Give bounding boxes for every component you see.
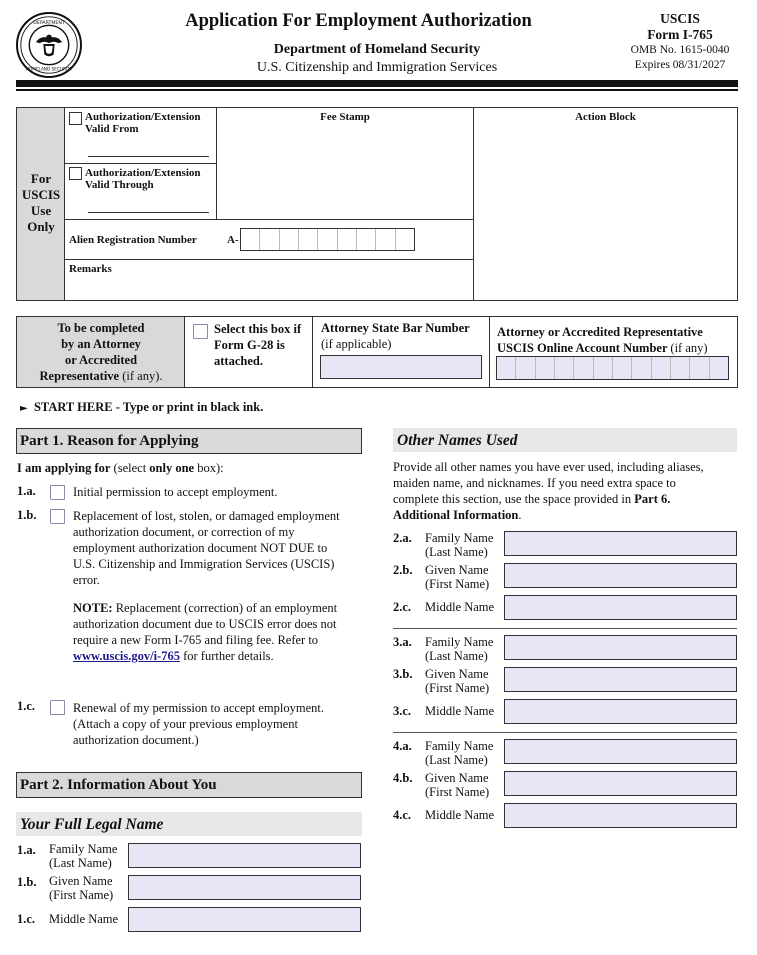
auth-valid-from-label: Authorization/Extension Valid From: [85, 111, 201, 135]
other-middle-name-input-3[interactable]: [504, 803, 737, 828]
item-1c-number: 1.c.: [17, 699, 36, 713]
other-names-intro: Provide all other names you have ever used, including aliases, maiden name, and nicknames. If you need extra space to complete this section, use the space provided in Part 6. Additional Information.: [393, 460, 704, 522]
renewal-label: Renewal of my permission to accept employment. (Attach a copy of your previous employment authorization document.): [73, 701, 324, 747]
full-legal-name-heading: Your Full Legal Name: [16, 812, 362, 836]
legal-middle-name-number: 1.c.: [17, 912, 36, 926]
bar-number-label: Attorney State Bar Number: [321, 321, 470, 335]
other-family-name-input-3[interactable]: [504, 739, 737, 764]
other-given-name-input-3[interactable]: [504, 771, 737, 796]
other-given-name-label: Given Name (First Name): [425, 771, 490, 799]
other-middle-name-label: Middle Name: [425, 600, 495, 614]
agency-name: U.S. Citizenship and Immigration Services: [256, 60, 498, 75]
auth-valid-through-label: Authorization/Extension Valid Through: [85, 167, 201, 191]
online-account-label: Attorney or Accredited Representative USCIS Online Account Number (if any): [497, 325, 708, 355]
group-divider: [393, 732, 737, 733]
group-divider: [393, 628, 737, 629]
item-1b-number: 1.b.: [17, 508, 37, 522]
uscis-i765-link[interactable]: www.uscis.gov/i-765: [73, 649, 180, 663]
divider: [65, 259, 473, 260]
bar-number-input[interactable]: [320, 355, 482, 379]
omb-number: OMB No. 1615-0040: [630, 44, 730, 56]
uscis-label: USCIS: [660, 11, 700, 26]
form-id-block: [600, 11, 757, 73]
expiration-date: Expires 08/31/2027: [634, 59, 726, 71]
other-middle-name-input-2[interactable]: [504, 699, 737, 724]
legal-middle-name-input[interactable]: [128, 907, 361, 932]
other-middle-name-number: 3.c.: [393, 704, 412, 718]
other-family-name-number: 2.a.: [393, 531, 412, 545]
department-name: Department of Homeland Security: [273, 42, 481, 57]
arrow-right-icon: ►: [20, 403, 28, 414]
header-divider-thin: [16, 89, 738, 91]
legal-family-name-number: 1.a.: [17, 843, 36, 857]
alien-reg-number-boxes[interactable]: [240, 228, 415, 251]
other-family-name-number: 3.a.: [393, 635, 412, 649]
replacement-label: Replacement of lost, stolen, or damaged employment authorization document, or correction of my employment authorization document NOT DUE to U.S. Citizenship and Immigration Services (USCIS) error.: [73, 509, 340, 587]
divider: [489, 317, 490, 387]
header-divider: [16, 80, 738, 87]
svg-text:DEPARTMENT: DEPARTMENT: [33, 20, 65, 26]
other-family-name-label: Family Name (Last Name): [425, 739, 494, 767]
other-middle-name-label: Middle Name: [425, 808, 495, 822]
other-middle-name-number: 4.c.: [393, 808, 412, 822]
start-here-instruction: ► START HERE - Type or print in black ink.: [20, 400, 264, 414]
legal-given-name-number: 1.b.: [17, 875, 37, 889]
auth-valid-through-checkbox[interactable]: [69, 167, 82, 180]
initial-permission-label: Initial permission to accept employment.: [73, 485, 278, 499]
divider: [65, 163, 216, 164]
other-given-name-number: 4.b.: [393, 771, 413, 785]
replacement-note: NOTE: Replacement (correction) of an employment authorization document due to USCIS error does not require a new Form I-765 and filing fee. Refer to www.uscis.gov/i-765 for further details.: [73, 601, 338, 663]
other-given-name-label: Given Name (First Name): [425, 667, 490, 695]
other-given-name-label: Given Name (First Name): [425, 563, 490, 591]
attorney-completed-by-label: To be completed by an Attorney or Accredited Representative (if any).: [39, 321, 163, 383]
legal-given-name-input[interactable]: [128, 875, 361, 900]
auth-valid-from-line[interactable]: [88, 156, 209, 157]
other-family-name-label: Family Name (Last Name): [425, 635, 494, 663]
divider: [312, 317, 313, 387]
item-1a-number: 1.a.: [17, 484, 36, 498]
other-given-name-input-2[interactable]: [504, 667, 737, 692]
part2-heading: Part 2. Information About You: [16, 772, 362, 798]
auth-valid-from-checkbox[interactable]: [69, 112, 82, 125]
other-names-heading: Other Names Used: [393, 428, 737, 452]
other-middle-name-number: 2.c.: [393, 600, 412, 614]
fee-stamp-label: Fee Stamp: [320, 111, 370, 123]
a-prefix-label: A-: [227, 234, 239, 246]
other-middle-name-label: Middle Name: [425, 704, 495, 718]
divider: [473, 108, 474, 300]
for-uscis-use-only-label: For USCIS Use Only: [21, 171, 61, 234]
bar-number-hint: (if applicable): [321, 337, 392, 351]
part1-heading: Part 1. Reason for Applying: [16, 428, 362, 454]
g28-attached-checkbox[interactable]: [193, 324, 208, 339]
legal-middle-name-label: Middle Name: [49, 912, 119, 926]
legal-given-name-label: Given Name (First Name): [49, 874, 114, 902]
other-family-name-number: 4.a.: [393, 739, 412, 753]
action-block-label: Action Block: [575, 111, 636, 123]
other-family-name-label: Family Name (Last Name): [425, 531, 494, 559]
legal-family-name-input[interactable]: [128, 843, 361, 868]
uscis-use-only-block: [16, 107, 738, 301]
replacement-checkbox[interactable]: [50, 509, 65, 524]
g28-attached-label: Select this box if Form G-28 is attached.: [214, 322, 302, 368]
other-given-name-input-1[interactable]: [504, 563, 737, 588]
online-account-number-input[interactable]: [496, 356, 729, 380]
other-given-name-number: 2.b.: [393, 563, 413, 577]
remarks-label: Remarks: [69, 263, 112, 275]
other-family-name-input-2[interactable]: [504, 635, 737, 660]
auth-valid-through-line[interactable]: [88, 212, 209, 213]
form-number: Form I-765: [647, 27, 713, 42]
initial-permission-checkbox[interactable]: [50, 485, 65, 500]
form-title: Application For Employment Authorization: [185, 11, 532, 31]
legal-family-name-label: Family Name (Last Name): [49, 842, 118, 870]
other-given-name-number: 3.b.: [393, 667, 413, 681]
divider: [65, 219, 473, 220]
svg-text:HOMELAND SECURITY: HOMELAND SECURITY: [25, 66, 73, 72]
other-middle-name-input-1[interactable]: [504, 595, 737, 620]
renewal-checkbox[interactable]: [50, 700, 65, 715]
other-family-name-input-1[interactable]: [504, 531, 737, 556]
part1-intro: I am applying for (select only one box):: [17, 461, 224, 475]
alien-reg-label: Alien Registration Number: [69, 234, 197, 246]
